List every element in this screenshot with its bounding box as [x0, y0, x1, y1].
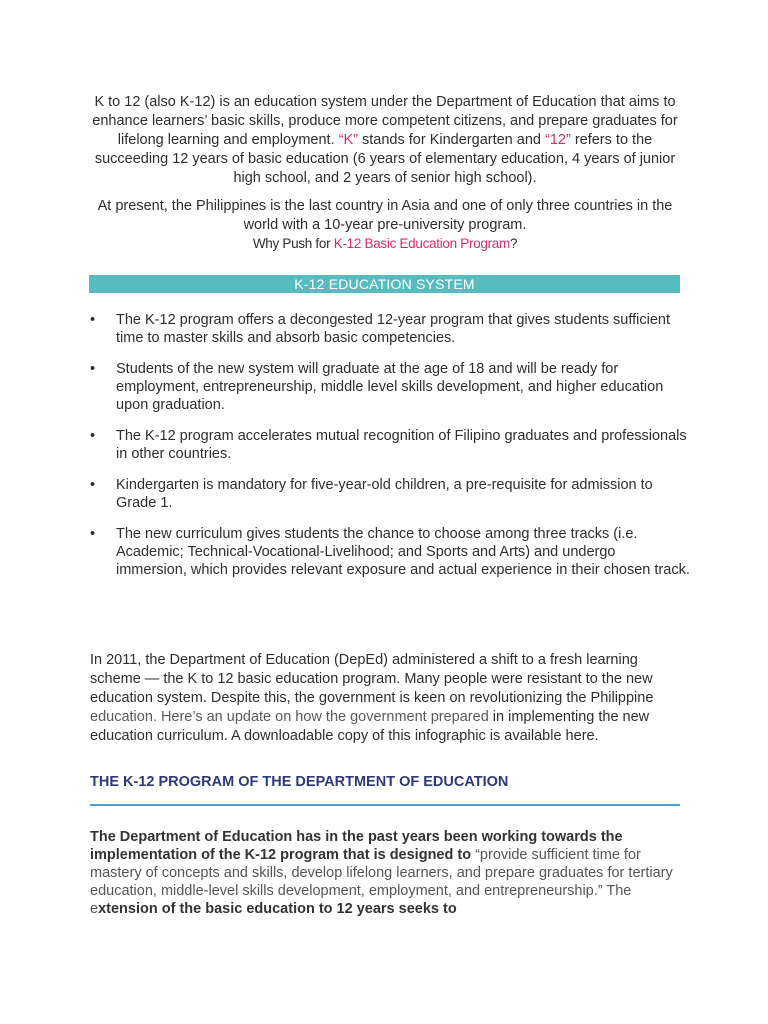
k12-program-link[interactable]: K-12 Basic Education Program: [333, 236, 510, 251]
section-heading: THE K-12 PROGRAM OF THE DEPARTMENT OF EDUCATION: [90, 774, 509, 790]
benefits-list: [90, 311, 690, 592]
closing-paragraph: The Department of Education has in the past years been working towards the implementation of the K-12 program that is designed to “provide sufficient time for mastery of concepts and skills, develop lifelong learners, and prepare graduates for tertiary education, middle-level skills development, employment, and entrepreneurship.” The extension of the basic education to 12 years seeks to: [90, 829, 673, 917]
list-item: • Students of the new system will graduate at the age of 18 and will be ready for employment, entrepreneurship, middle level skills development, and higher education upon graduation.: [90, 361, 664, 413]
section-banner: K-12 EDUCATION SYSTEM: [89, 275, 680, 293]
list-item: • The K-12 program offers a decongested 12-year program that gives students sufficient time to master skills and absorb basic competencies.: [90, 312, 670, 346]
heading-divider: [90, 804, 680, 806]
twelve-term: “12”: [545, 132, 571, 148]
history-paragraph: In 2011, the Department of Education (DepEd) administered a shift to a fresh learning scheme — the K to 12 basic education program. Many people were resistant to the new education system. Despite this, the government is keen on revolutionizing the Philippine education. Here’s an update on how the government prepared in implementing the new education curriculum. A downloadable copy of this infographic is available here.: [90, 652, 654, 744]
list-item: • The new curriculum gives students the chance to choose among three tracks (i.e. Academic; Technical-Vocational-Livelihood; and Sports and Arts) and undergo immersion, which provides relevant exposure and actual experience in their chosen track.: [90, 526, 690, 578]
k-term: “K”: [338, 132, 358, 148]
bullet-icon: •: [90, 428, 96, 444]
bullet-icon: •: [90, 477, 96, 493]
intro-paragraph-1: K to 12 (also K-12) is an education system under the Department of Education that aims to enhance learners’ basic skills, produce more competent citizens, and prepare graduates for lifelong learning and employment. “K” stands for Kindergarten and “12” refers to the succeeding 12 years of basic education (6 years of elementary education, 4 years of junior high school, and 2 years of senior high school).: [92, 94, 678, 186]
intro-paragraph-2: At present, the Philippines is the last country in Asia and one of only three countries in the world with a 10-year pre-university program.: [97, 198, 673, 233]
list-item: • The K-12 program accelerates mutual recognition of Filipino graduates and professionals in other countries.: [90, 428, 687, 462]
why-push-line: Why Push for K-12 Basic Education Program?: [252, 236, 518, 251]
bullet-icon: •: [90, 312, 96, 328]
bullet-icon: •: [90, 526, 96, 542]
list-item: • Kindergarten is mandatory for five-year-old children, a pre-requisite for admission to Grade 1.: [90, 477, 653, 511]
bullet-icon: •: [90, 361, 96, 377]
intro-section: [80, 93, 690, 235]
